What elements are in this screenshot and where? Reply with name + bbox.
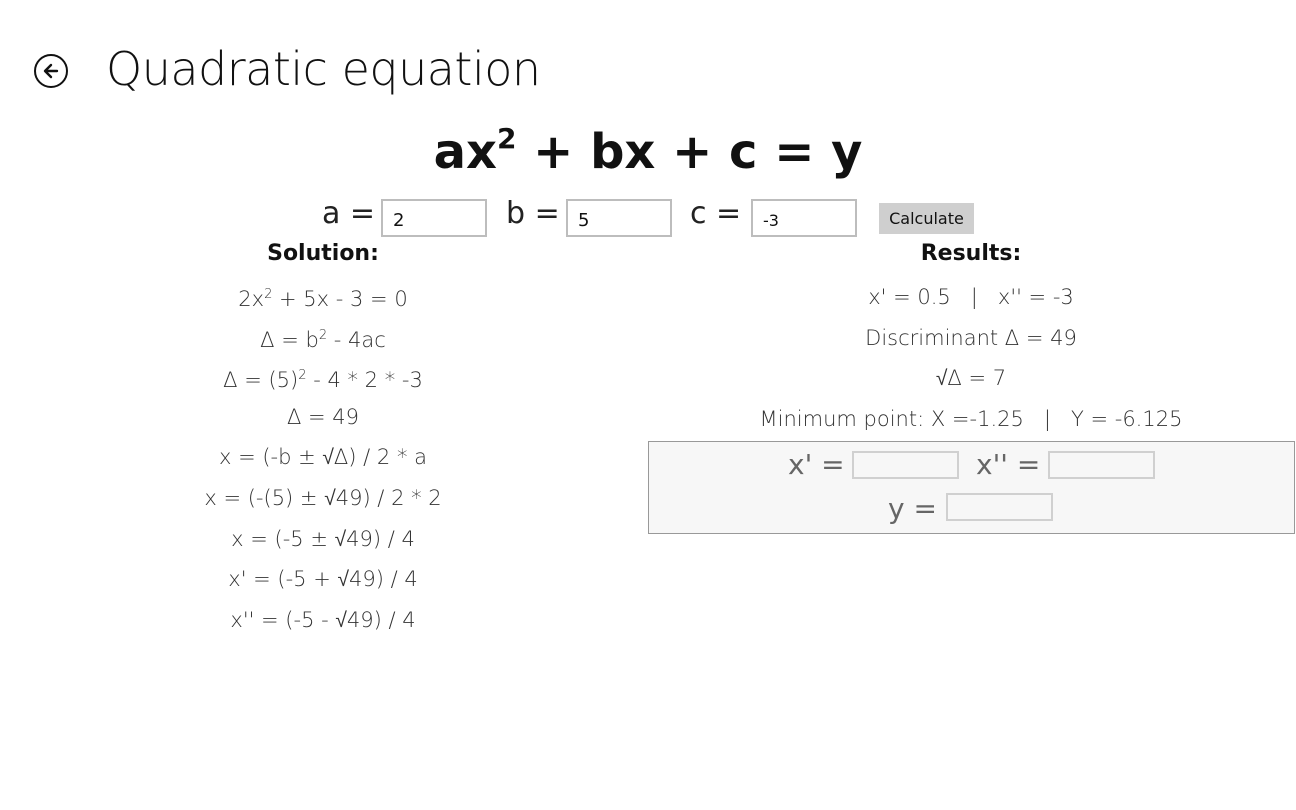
b-label: b = xyxy=(506,196,560,231)
b-input[interactable] xyxy=(566,199,672,237)
solution-text: - 4 * 2 * -3 xyxy=(306,368,423,393)
solution-line: x'' = (-5 - √49) / 4 xyxy=(230,607,416,632)
minimum-point-result: Minimum point: X =-1.25 | Y = -6.125 xyxy=(759,406,1183,431)
solution-line xyxy=(163,319,483,360)
quadratic-formula xyxy=(0,122,1296,180)
arrow-left-icon xyxy=(41,61,61,81)
solution-line xyxy=(163,359,483,400)
a-input[interactable] xyxy=(381,199,487,237)
c-label: c = xyxy=(690,196,742,231)
solution-text: Δ = b xyxy=(260,327,319,352)
solution-text: - 4ac xyxy=(327,327,386,352)
solution-exponent: 2 xyxy=(318,327,328,343)
solution-heading: Solution: xyxy=(267,241,379,266)
page-title: Quadratic equation xyxy=(106,42,541,96)
calculate-button[interactable]: Calculate xyxy=(879,203,974,234)
roots-result: x' = 0.5 | x'' = -3 xyxy=(868,285,1074,309)
sqrt-delta-result: √Δ = 7 xyxy=(935,366,1007,391)
results-heading: Results: xyxy=(920,241,1022,266)
solution-line: x = (-b ± √Δ) / 2 * a xyxy=(218,445,427,470)
x1-input[interactable] xyxy=(852,451,959,479)
solution-line: x = (-5 ± √49) / 4 xyxy=(231,526,415,551)
formula-exponent: 2 xyxy=(496,122,517,155)
solution-line: Δ = 49 xyxy=(286,404,360,429)
y-label: y = xyxy=(888,492,937,525)
results-list xyxy=(660,280,1282,442)
solution-line: x = (-(5) ± √49) / 2 * 2 xyxy=(204,485,442,510)
solution-steps xyxy=(163,278,483,643)
solution-line xyxy=(163,278,483,319)
solution-text: 2x xyxy=(238,287,265,311)
solution-exponent: 2 xyxy=(298,368,307,384)
evaluator-panel xyxy=(648,441,1295,534)
formula-part1: ax xyxy=(433,124,497,180)
x2-input[interactable] xyxy=(1048,451,1155,479)
solution-exponent: 2 xyxy=(264,287,273,302)
solution-text: Δ = (5) xyxy=(223,368,299,393)
c-input[interactable] xyxy=(751,199,857,237)
discriminant-result: Discriminant Δ = 49 xyxy=(865,325,1077,350)
x2-label: x'' = xyxy=(976,448,1041,481)
formula-part2: + bx + c = y xyxy=(516,124,863,180)
solution-text: + 5x - 3 = 0 xyxy=(272,287,408,311)
back-button[interactable] xyxy=(34,54,68,88)
x1-label: x' = xyxy=(788,448,845,481)
a-label: a = xyxy=(322,196,376,231)
y-input[interactable] xyxy=(946,493,1053,521)
solution-line: x' = (-5 + √49) / 4 xyxy=(228,567,418,592)
